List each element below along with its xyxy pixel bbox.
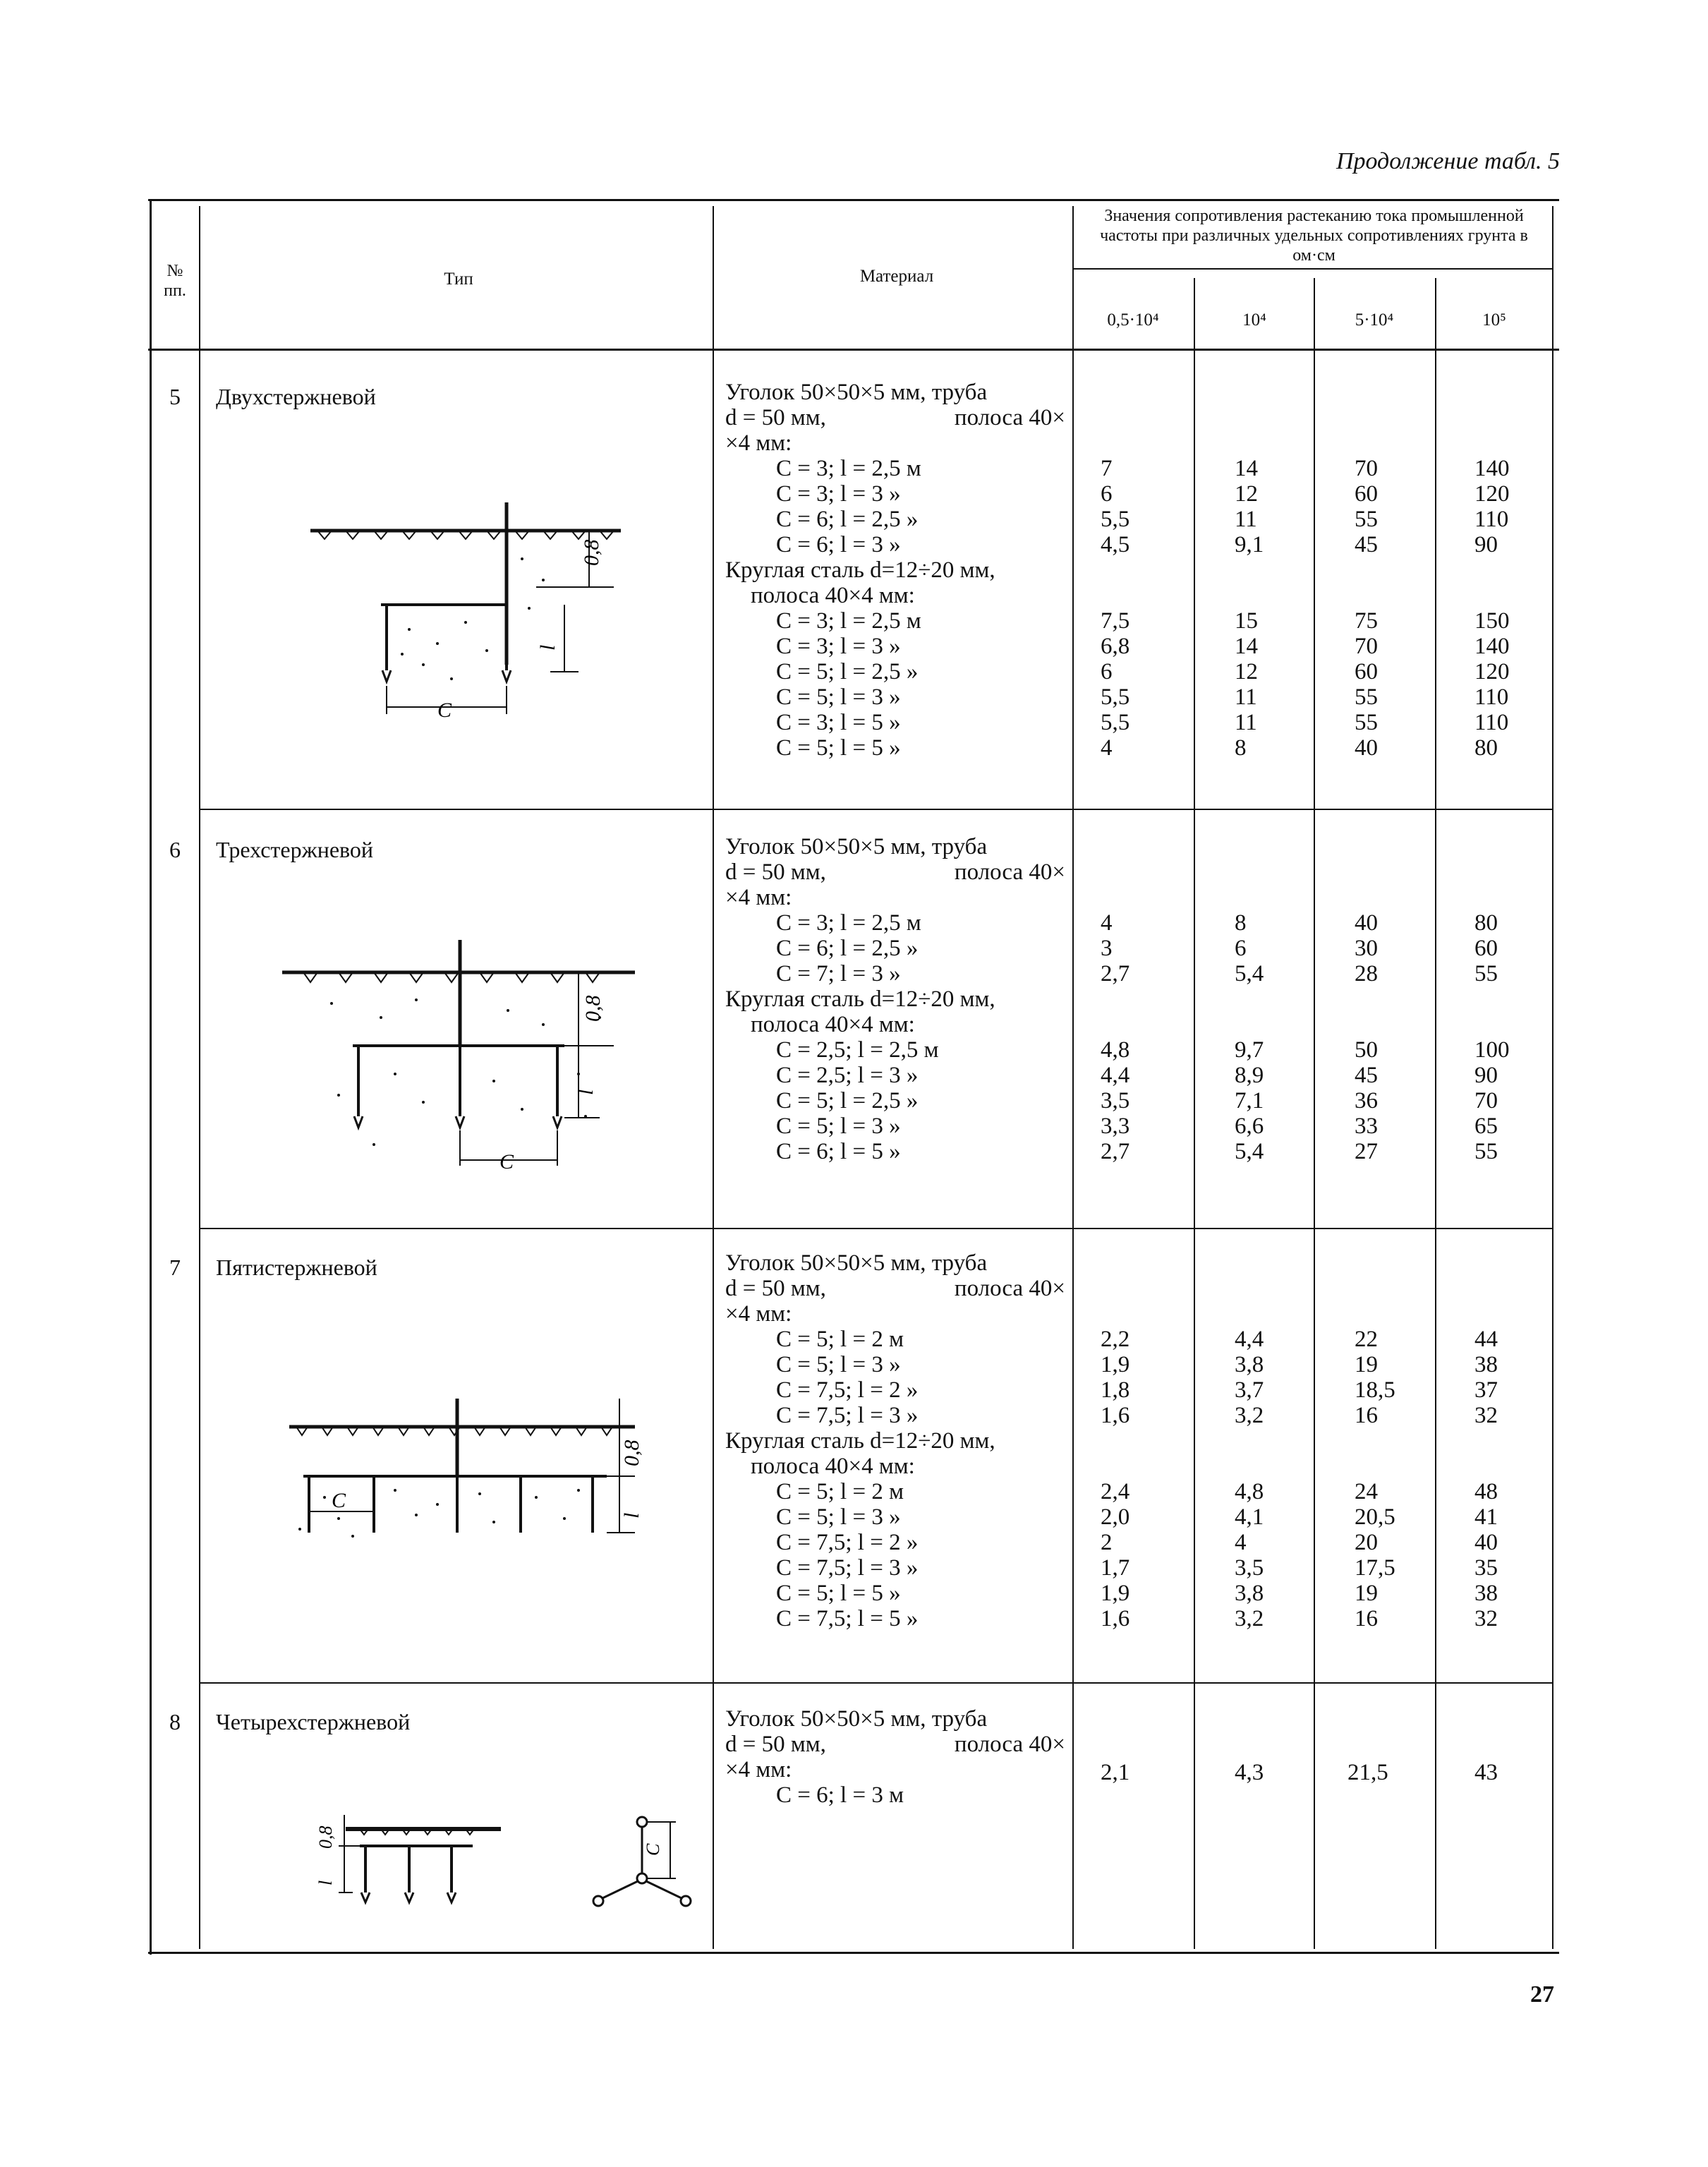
values-col-4: 140 120 110 90 150 140 120 110 110 80 [1474,456,1510,761]
col-divider-v2 [1314,278,1315,1949]
depth-label: 0,8 [580,539,603,566]
row-type: Четырехстержневой [216,1709,411,1734]
values-col-3: 22 19 18,5 16 24 20,5 20 17,5 19 16 [1355,1327,1395,1631]
two-rod-diagram [303,502,642,742]
row-separator-8 [199,1682,1552,1684]
header-col-2: 10⁴ [1242,310,1266,330]
values-col-1: 2,1 [1101,1760,1130,1785]
header-col-1: 0,5·10⁴ [1107,310,1159,330]
row-type: Пятистержневой [216,1255,377,1280]
col-divider-num [199,206,200,1949]
row-type: Двухстержневой [216,384,376,409]
header-num: № пп. [164,262,186,300]
table-left-border [150,199,152,1955]
row-number: 6 [169,837,181,862]
table-right-border [1552,206,1553,1949]
values-col-4: 44 38 37 32 48 41 40 35 38 32 [1474,1327,1498,1631]
values-col-3: 21,5 [1347,1760,1388,1785]
page-number: 27 [1530,1981,1554,2008]
depth-label: 0,8 [620,1439,643,1466]
values-col-4: 43 [1474,1760,1498,1785]
values-col-1: 2,2 1,9 1,8 1,6 2,4 2,0 2 1,7 1,9 1,6 [1101,1327,1130,1631]
depth-label: 0,8 [581,995,605,1022]
row-material: Уголок 50×50×5 мм, труба d = 50 мм, полоса 40× ×4 мм: C = 3; l = 2,5 м C = 3; l = 3 » C = 6; l = 2,5 » C = 6; l = 3 » Круглая сталь d=12÷20 мм, полоса 40×4 мм: C = 3; l = 2,5 м C = 3; l = 3 » C = 5; l = 2,5 » C = 5; l = 3 » C = 3; l = 5 » C = 5; l = 5 » [725,380,1065,761]
spacing-label: C [332,1489,346,1512]
row-number: 8 [169,1709,181,1734]
row-material: Уголок 50×50×5 мм, труба d = 50 мм, полоса 40× ×4 мм: C = 3; l = 2,5 м C = 6; l = 2,5 » C = 7; l = 3 » Круглая сталь d=12÷20 мм, полоса 40×4 мм: C = 2,5; l = 2,5 м C = 2,5; l = 3 » C = 5; l = 2,5 » C = 5; l = 3 » C = 6; l = 5 » [725,834,1065,1164]
col-divider-v3 [1435,278,1436,1949]
header-type: Тип [444,270,473,289]
header-material: Материал [859,267,934,286]
three-rod-diagram [275,933,656,1173]
spacing-label: C [437,699,452,722]
values-col-3: 70 60 55 45 75 70 60 55 55 40 [1355,456,1378,761]
values-col-2: 14 12 11 9,1 15 14 12 11 11 8 [1235,456,1264,761]
values-col-1: 4 3 2,7 4,8 4,4 3,5 3,3 2,7 [1101,910,1130,1164]
header-col-3: 5·10⁴ [1355,310,1394,330]
row-separator-7 [199,1228,1552,1229]
length-label: l [620,1512,643,1519]
values-col-2: 8 6 5,4 9,7 8,9 7,1 6,6 5,4 [1235,910,1264,1164]
row-material: Уголок 50×50×5 мм, труба d = 50 мм, полоса 40× ×4 мм: C = 5; l = 2 м C = 5; l = 3 » C = 7,5; l = 2 » C = 7,5; l = 3 » Круглая сталь d=12÷20 мм, полоса 40×4 мм: C = 5; l = 2 м C = 5; l = 3 » C = 7,5; l = 2 » C = 7,5; l = 3 » C = 5; l = 5 » C = 7,5; l = 5 » [725,1250,1065,1631]
values-col-1: 7 6 5,5 4,5 7,5 6,8 6 5,5 5,5 4 [1101,456,1130,761]
col-divider-material [1072,206,1074,1949]
header-col-4: 10⁵ [1482,310,1506,330]
row-type: Трехстержневой [216,837,374,862]
spacing-label: C [643,1843,663,1856]
four-rod-plan-diagram [586,1801,698,1935]
four-rod-diagram [310,1801,536,1942]
row-number: 7 [169,1255,181,1280]
depth-label: 0,8 [315,1825,336,1849]
length-label: l [536,644,559,651]
values-col-3: 40 30 28 50 45 36 33 27 [1355,910,1378,1164]
length-label: l [574,1089,598,1095]
five-rod-diagram [282,1392,663,1561]
values-col-2: 4,4 3,8 3,7 3,2 4,8 4,1 4 3,5 3,8 3,2 [1235,1327,1264,1631]
values-col-2: 4,3 [1235,1760,1264,1785]
table-bottom-border [148,1952,1559,1954]
row-material: Уголок 50×50×5 мм, труба d = 50 мм, полоса 40× ×4 мм: C = 6; l = 3 м [725,1706,1065,1808]
row-separator-6 [199,809,1552,810]
values-col-4: 80 60 55 100 90 70 65 55 [1474,910,1510,1164]
resistance-table [148,199,1559,1955]
table-header-bottom-border [148,349,1559,351]
table-top-border [148,199,1559,201]
row-number: 5 [169,384,181,409]
length-label: l [315,1880,336,1885]
table-caption: Продолжение табл. 5 [1335,148,1560,174]
spacing-label: C [499,1150,514,1173]
col-divider-v1 [1194,278,1195,1949]
header-values-title: Значения сопротивления растеканию тока промышленной частоты при различных удельных сопротивлениях грунта в ом·см [1100,207,1528,265]
col-divider-type [713,206,714,1949]
header-subrule [1072,268,1552,270]
